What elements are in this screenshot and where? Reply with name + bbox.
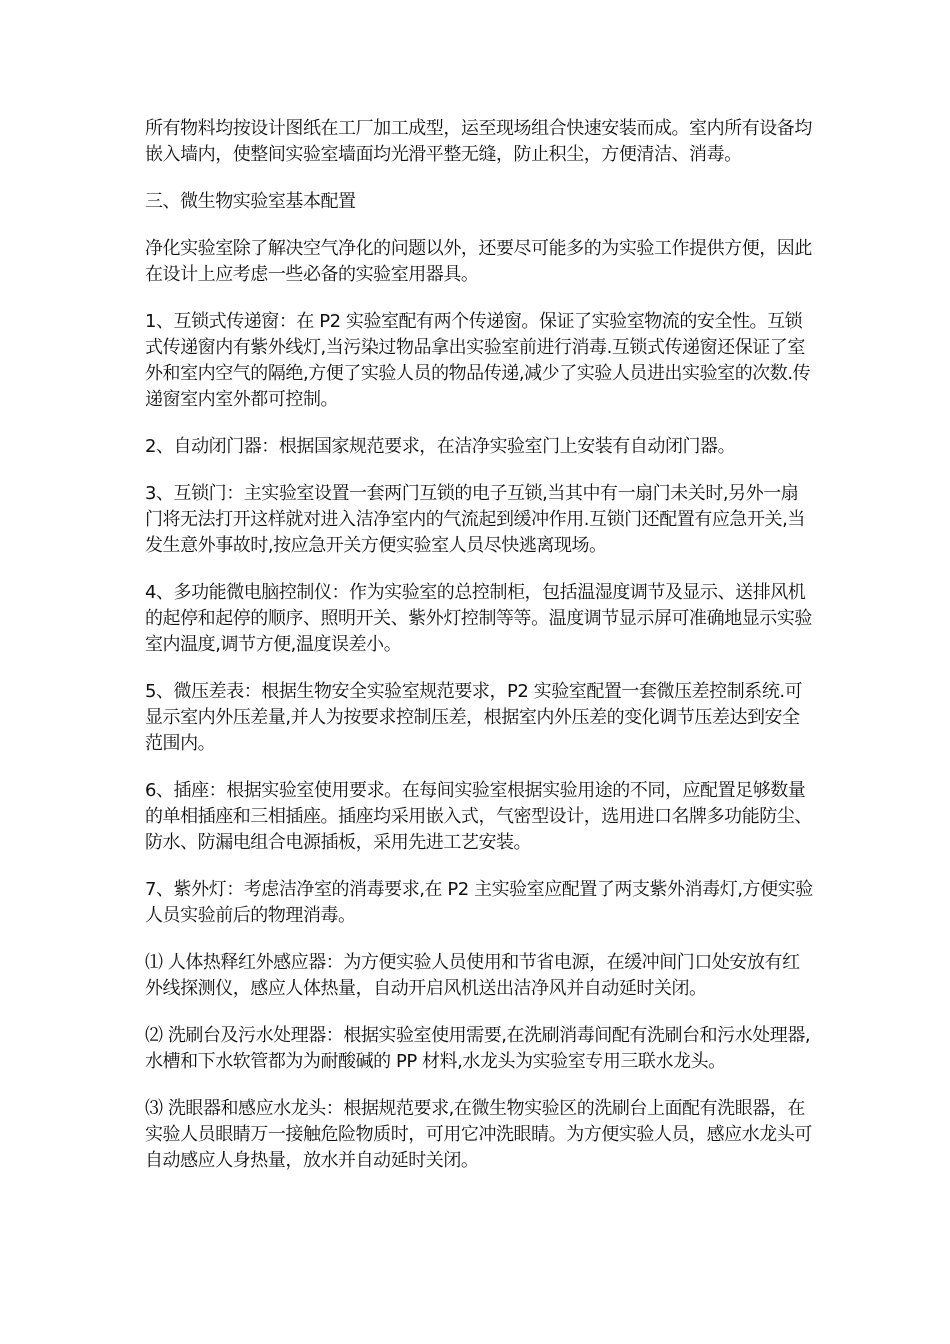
paragraph-item-3: 3、互锁门：主实验室设置一套两门互锁的电子互锁,当其中有一扇门未关时,另外一扇门将无法打开这样就对进入洁净室内的气流起到缓冲作用.互锁门还配置有应急开关,当发生意外事故时,按应急开关方便实验室人员尽快逃离现场。 xyxy=(145,483,805,556)
paragraph-item-5: 5、微压差表：根据生物安全实验室规范要求，P2 实验室配置一套微压差控制系统.可显示室内外压差量,并人为按要求控制压差，根据室内外压差的变化调节压差达到安全范围内。 xyxy=(145,681,803,754)
paragraph-intro: 净化实验室除了解决空气净化的问题以外，还要尽可能多的为实验工作提供方便，因此在设计上应考虑一些必备的实验室用器具。 xyxy=(145,238,812,285)
paragraph-sub-1: ⑴ 人体热释红外感应器：为方便实验人员使用和节省电源，在缓冲间门口处安放有红外线探测仪，感应人体热量，自动开启风机送出洁净风并自动延时关闭。 xyxy=(145,952,800,999)
section-heading: 三、微生物实验室基本配置 xyxy=(145,191,356,212)
paragraph-item-7: 7、紫外灯：考虑洁净室的消毒要求,在 P2 主实验室应配置了两支紫外消毒灯,方便实验人员实验前后的物理消毒。 xyxy=(145,879,813,926)
paragraph-item-4: 4、多功能微电脑控制仪：作为实验室的总控制柜，包括温湿度调节及显示、送排风机的起停和起停的顺序、照明开关、紫外灯控制等等。温度调节显示屏可准确地显示实验室内温度,调节方便,温度误差小。 xyxy=(145,582,812,655)
paragraph-sub-3: ⑶ 洗眼器和感应水龙头：根据规范要求,在微生物实验区的洗刷台上面配有洗眼器，在实验人员眼睛万一接触危险物质时，可用它冲洗眼睛。为方便实验人员，感应水龙头可自动感应人身热量，放水并自动延时关闭。 xyxy=(145,1098,812,1171)
document-body xyxy=(145,116,813,1195)
paragraph-item-2: 2、自动闭门器：根据国家规范要求，在洁净实验室门上安装有自动闭门器。 xyxy=(145,436,736,457)
paragraph-item-1: 1、互锁式传递窗：在 P2 实验室配有两个传递窗。保证了实验室物流的安全性。互锁式传递窗内有紫外线灯,当污染过物品拿出实验室前进行消毒.互锁式传递窗还保证了室外和室内空气的隔绝,方便了实验人员的物品传递,减少了实验人员进出实验室的次数.传递窗室内室外都可控制。 xyxy=(145,311,811,410)
paragraph-sub-2: ⑵ 洗刷台及污水处理器：根据实验室使用需要,在洗刷消毒间配有洗刷台和污水处理器,水槽和下水软管都为为耐酸碱的 PP 材料,水龙头为实验室专用三联水龙头。 xyxy=(145,1025,811,1072)
paragraph-materials: 所有物料均按设计图纸在工厂加工成型，运至现场组合快速安装而成。室内所有设备均嵌入墙内，使整间实验室墙面均光滑平整无缝，防止积尘，方便清洁、消毒。 xyxy=(145,118,812,165)
paragraph-item-6: 6、插座：根据实验室使用要求。在每间实验室根据实验用途的不同，应配置足够数量的单相插座和三相插座。插座均采用嵌入式，气密型设计，选用进口名牌多功能防尘、防水、防漏电组合电源插板，采用先进工艺安装。 xyxy=(145,780,812,853)
